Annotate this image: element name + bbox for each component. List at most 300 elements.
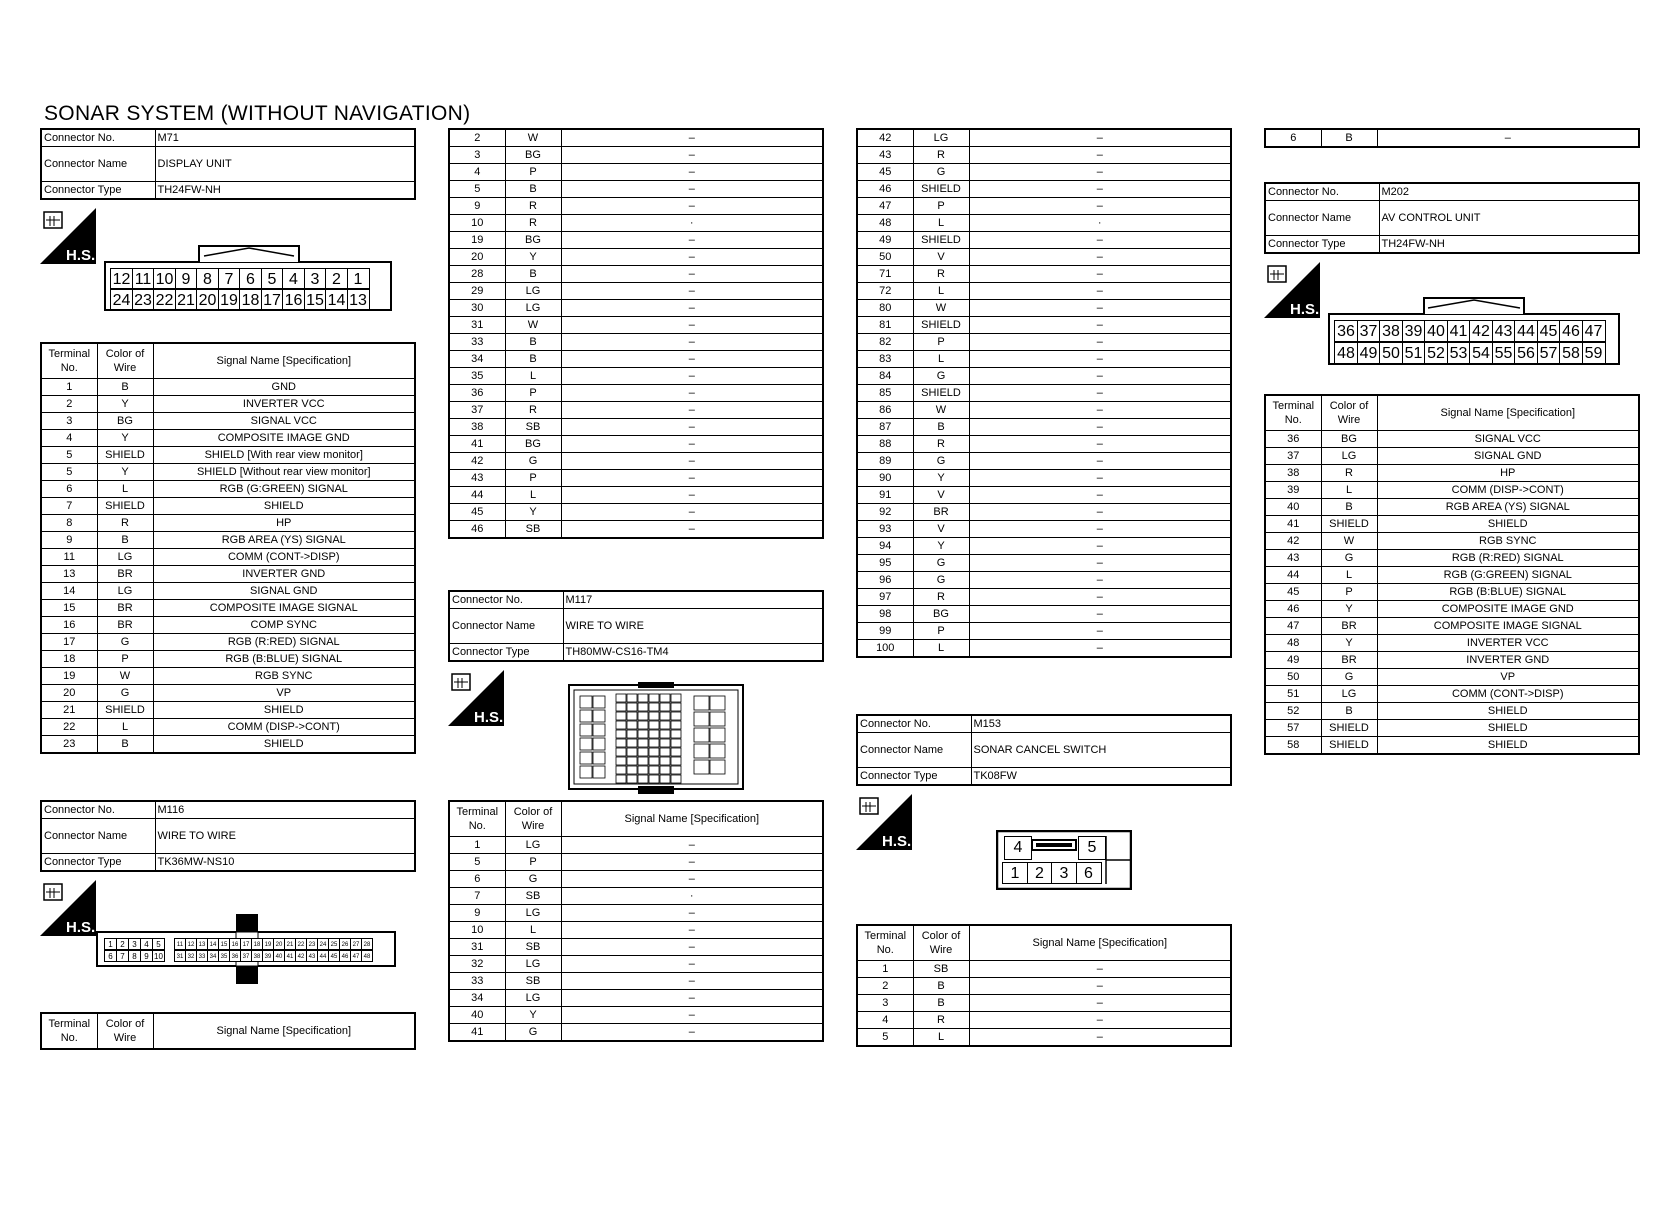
table-row xyxy=(857,572,1231,589)
signal-name-cell: – xyxy=(969,555,1231,572)
signal-name-cell: RGB (B:BLUE) SIGNAL xyxy=(1377,584,1639,601)
table-row xyxy=(449,973,823,990)
terminal-no-cell: 89 xyxy=(857,453,913,470)
wire-color-cell: G xyxy=(97,685,153,702)
connector-pin: 31 xyxy=(174,950,186,962)
connector-cavity xyxy=(616,739,626,747)
m117-section xyxy=(448,590,824,662)
signal-name-cell: COMM (CONT->DISP) xyxy=(1377,686,1639,703)
signal-name-cell: – xyxy=(969,232,1231,249)
connector-cavity xyxy=(580,724,592,736)
table-row xyxy=(41,668,415,685)
connector-cavity xyxy=(616,757,626,765)
signal-name-cell: – xyxy=(561,351,823,368)
signal-name-cell: – xyxy=(561,419,823,436)
connector-pin: 13 xyxy=(196,938,208,950)
signal-name-cell: – xyxy=(561,1024,823,1042)
wire-color-cell: R xyxy=(913,147,969,164)
signal-name-cell: SHIELD xyxy=(1377,703,1639,720)
connector-cavity xyxy=(671,721,681,729)
terminal-no-cell: 47 xyxy=(1265,618,1321,635)
wire-color-cell: B xyxy=(505,351,561,368)
signal-name-cell: – xyxy=(561,129,823,147)
m117-terminal-table-a xyxy=(448,800,824,1042)
signal-name-cell: – xyxy=(561,436,823,453)
wire-color-cell: SB xyxy=(505,888,561,905)
connector-cavity xyxy=(627,757,637,765)
table-row xyxy=(857,453,1231,470)
wire-color-cell: Y xyxy=(505,249,561,266)
color-header: Color of Wire xyxy=(505,801,561,837)
m153-terminal-table-continued xyxy=(1264,128,1640,148)
signal-name-cell: – xyxy=(969,487,1231,504)
signal-name-cell: – xyxy=(969,300,1231,317)
wire-color-cell: W xyxy=(505,317,561,334)
connector-pin: 7 xyxy=(218,268,241,289)
terminal-no-cell: 42 xyxy=(857,129,913,147)
table-row xyxy=(449,521,823,539)
wire-color-cell: SB xyxy=(913,961,969,978)
signal-name-cell: – xyxy=(969,1029,1231,1047)
wire-color-cell: L xyxy=(913,640,969,658)
wire-color-cell: G xyxy=(505,1024,561,1042)
connector-pin: 10 xyxy=(153,268,176,289)
wire-color-cell: L xyxy=(505,487,561,504)
signal-header: Signal Name [Specification] xyxy=(153,1013,415,1049)
wire-color-cell: B xyxy=(1321,499,1377,516)
table-row xyxy=(449,181,823,198)
table-row xyxy=(857,129,1231,147)
wire-color-cell: R xyxy=(913,436,969,453)
wire-color-cell: BR xyxy=(97,600,153,617)
wire-color-cell: BG xyxy=(913,606,969,623)
signal-header: Signal Name [Specification] xyxy=(969,925,1231,961)
wire-color-cell: LG xyxy=(97,583,153,600)
wire-color-cell: LG xyxy=(1321,686,1377,703)
connector-type-value: TH24FW-NH xyxy=(1379,236,1639,254)
connector-cavity xyxy=(660,748,670,756)
wire-color-cell: R xyxy=(913,589,969,606)
wire-color-cell: G xyxy=(97,634,153,651)
connector-cavity xyxy=(671,694,681,702)
connector-pin: 9 xyxy=(175,268,198,289)
connector-cavity xyxy=(616,766,626,774)
table-row xyxy=(1265,652,1639,669)
connector-pin: 20 xyxy=(273,938,285,950)
signal-name-cell: COMM (DISP->CONT) xyxy=(153,719,415,736)
table-row xyxy=(449,888,823,905)
signal-name-cell: SIGNAL VCC xyxy=(1377,431,1639,448)
table-row xyxy=(41,566,415,583)
terminal-no-cell: 20 xyxy=(41,685,97,702)
connector-pin: 4 xyxy=(282,268,305,289)
signal-name-cell: SHIELD xyxy=(1377,516,1639,533)
wire-color-cell: B xyxy=(505,181,561,198)
connector-pin: 23 xyxy=(132,289,155,310)
terminal-no-cell: 49 xyxy=(1265,652,1321,669)
connector-cavity xyxy=(638,748,648,756)
terminal-no-cell: 19 xyxy=(449,232,505,249)
wire-color-cell: SB xyxy=(505,419,561,436)
connector-cavity xyxy=(694,712,709,726)
connector-pin: 5 xyxy=(152,938,165,950)
connector-cavity xyxy=(627,694,637,702)
connector-pin: 3 xyxy=(1051,862,1077,884)
connector-pin: 2 xyxy=(325,268,348,289)
connector-pin: 49 xyxy=(1357,342,1381,364)
table-row xyxy=(1265,669,1639,686)
terminal-no-cell: 39 xyxy=(1265,482,1321,499)
table-row xyxy=(857,436,1231,453)
m116-terminal-header-table xyxy=(40,1012,416,1050)
signal-name-cell: – xyxy=(561,905,823,922)
connector-pin: 48 xyxy=(1334,342,1358,364)
connector-cavity xyxy=(649,766,659,774)
connector-pin: 28 xyxy=(361,938,373,950)
table-row xyxy=(1265,129,1639,147)
wire-color-cell: P xyxy=(505,164,561,181)
connector-pin: 51 xyxy=(1402,342,1426,364)
wire-color-cell: L xyxy=(97,481,153,498)
terminal-no-cell: 5 xyxy=(449,854,505,871)
connector-pin: 2 xyxy=(116,938,129,950)
terminal-no-cell: 9 xyxy=(41,532,97,549)
wire-color-cell: W xyxy=(505,129,561,147)
wire-color-cell: B xyxy=(913,995,969,1012)
terminal-no-cell: 48 xyxy=(1265,635,1321,652)
wire-color-cell: R xyxy=(913,1012,969,1029)
terminal-no-cell: 32 xyxy=(449,956,505,973)
table-row xyxy=(857,1029,1231,1047)
terminal-no-cell: 8 xyxy=(41,515,97,532)
wire-color-cell: SHIELD xyxy=(913,385,969,402)
connector-cavity xyxy=(649,703,659,711)
m202-section xyxy=(1264,182,1640,254)
signal-name-cell: – xyxy=(969,1012,1231,1029)
terminal-no-cell: 5 xyxy=(857,1029,913,1047)
color-header: Color of Wire xyxy=(1321,395,1377,431)
connector-cavity xyxy=(694,744,709,758)
connector-no-label: Connector No. xyxy=(449,591,563,609)
terminal-no-cell: 31 xyxy=(449,939,505,956)
table-row xyxy=(449,871,823,888)
signal-name-cell: SHIELD xyxy=(1377,720,1639,737)
terminal-no-cell: 88 xyxy=(857,436,913,453)
signal-name-cell: – xyxy=(969,198,1231,215)
connector-cavity xyxy=(710,744,725,758)
wire-color-cell: SB xyxy=(505,973,561,990)
harness-side-icon xyxy=(856,794,912,850)
wire-color-cell: G xyxy=(913,555,969,572)
table-row xyxy=(449,317,823,334)
signal-header: Signal Name [Specification] xyxy=(1377,395,1639,431)
wire-color-cell: R xyxy=(97,515,153,532)
harness-side-icon xyxy=(40,208,96,264)
signal-name-cell: VP xyxy=(153,685,415,702)
terminal-no-cell: 86 xyxy=(857,402,913,419)
signal-name-cell: – xyxy=(561,1007,823,1024)
wire-color-cell: SB xyxy=(505,939,561,956)
signal-name-cell: INVERTER GND xyxy=(153,566,415,583)
connector-pin: 10 xyxy=(152,950,165,962)
signal-name-cell: COMPOSITE IMAGE SIGNAL xyxy=(153,600,415,617)
terminal-no-cell: 43 xyxy=(857,147,913,164)
signal-name-cell: COMP SYNC xyxy=(153,617,415,634)
connector-cavity xyxy=(616,721,626,729)
wire-color-cell: LG xyxy=(505,905,561,922)
table-row xyxy=(41,702,415,719)
connector-pin: 4 xyxy=(140,938,153,950)
connector-type-value: TH24FW-NH xyxy=(155,182,415,200)
connector-pin: 46 xyxy=(1559,320,1583,342)
terminal-no-cell: 34 xyxy=(449,990,505,1007)
signal-name-cell: GND xyxy=(153,379,415,396)
table-row xyxy=(1265,448,1639,465)
terminal-no-header: Terminal No. xyxy=(449,801,505,837)
table-row xyxy=(449,453,823,470)
connector-cavity xyxy=(671,775,681,783)
signal-name-cell: – xyxy=(561,837,823,854)
terminal-no-cell: 14 xyxy=(41,583,97,600)
signal-name-cell: RGB SYNC xyxy=(153,668,415,685)
terminal-no-cell: 6 xyxy=(1265,129,1321,147)
table-row xyxy=(857,995,1231,1012)
connector-type-value: TK36MW-NS10 xyxy=(155,854,415,872)
connector-cavity xyxy=(580,766,592,778)
wire-color-cell: P xyxy=(505,470,561,487)
terminal-no-cell: 90 xyxy=(857,470,913,487)
wire-color-cell: BR xyxy=(913,504,969,521)
table-row xyxy=(857,623,1231,640)
signal-name-cell: – xyxy=(969,436,1231,453)
connector-pin: 35 xyxy=(218,950,230,962)
connector-pin: 40 xyxy=(1424,320,1448,342)
table-row xyxy=(1265,431,1639,448)
signal-name-cell: – xyxy=(969,453,1231,470)
terminal-no-cell: 3 xyxy=(857,995,913,1012)
signal-name-cell: – xyxy=(561,232,823,249)
table-row xyxy=(449,1007,823,1024)
connector-cavity xyxy=(660,721,670,729)
table-row xyxy=(1265,618,1639,635)
terminal-no-cell: 84 xyxy=(857,368,913,385)
signal-name-cell: – xyxy=(969,589,1231,606)
connector-no-value: M153 xyxy=(971,715,1231,733)
connector-cavity xyxy=(627,730,637,738)
connector-cavity xyxy=(580,738,592,750)
signal-name-cell: – xyxy=(561,402,823,419)
connector-cavity xyxy=(593,766,605,778)
wire-color-cell: SHIELD xyxy=(913,317,969,334)
table-row xyxy=(857,368,1231,385)
connector-cavity xyxy=(649,775,659,783)
signal-name-cell: HP xyxy=(1377,465,1639,482)
terminal-no-cell: 1 xyxy=(857,961,913,978)
table-row xyxy=(449,470,823,487)
signal-name-cell: – xyxy=(561,249,823,266)
terminal-no-cell: 4 xyxy=(41,430,97,447)
connector-cavity xyxy=(638,694,648,702)
connector-pin: 39 xyxy=(262,950,274,962)
table-row xyxy=(449,939,823,956)
harness-side-icon xyxy=(448,670,504,726)
connector-pin: 7 xyxy=(116,950,129,962)
terminal-no-cell: 9 xyxy=(449,905,505,922)
signal-name-cell: SIGNAL GND xyxy=(1377,448,1639,465)
table-row xyxy=(41,379,415,396)
connector-name-label: Connector Name xyxy=(857,733,971,768)
table-row xyxy=(41,736,415,754)
connector-pin: 1 xyxy=(104,938,117,950)
terminal-no-cell: 43 xyxy=(449,470,505,487)
connector-cavity xyxy=(593,710,605,722)
terminal-no-cell: 98 xyxy=(857,606,913,623)
signal-name-cell: RGB (G:GREEN) SIGNAL xyxy=(153,481,415,498)
terminal-no-cell: 38 xyxy=(1265,465,1321,482)
wire-color-cell: G xyxy=(505,871,561,888)
connector-pin: 20 xyxy=(196,289,219,310)
terminal-no-cell: 37 xyxy=(1265,448,1321,465)
terminal-no-cell: 92 xyxy=(857,504,913,521)
terminal-no-cell: 50 xyxy=(857,249,913,266)
table-row xyxy=(449,990,823,1007)
terminal-no-header: Terminal No. xyxy=(41,343,97,379)
table-row xyxy=(449,266,823,283)
signal-name-cell: – xyxy=(969,640,1231,658)
signal-name-cell: HP xyxy=(153,515,415,532)
hs-label: H.S. xyxy=(474,709,504,726)
signal-name-cell: – xyxy=(561,334,823,351)
table-row xyxy=(857,521,1231,538)
connector-cavity xyxy=(649,721,659,729)
terminal-no-cell: 99 xyxy=(857,623,913,640)
table-row xyxy=(1265,533,1639,550)
connector-cavity xyxy=(638,739,648,747)
table-row xyxy=(449,232,823,249)
wire-color-cell: SHIELD xyxy=(1321,516,1377,533)
connector-pin: 6 xyxy=(239,268,262,289)
table-row xyxy=(41,413,415,430)
connector-cavity xyxy=(694,760,709,774)
connector-pin: 42 xyxy=(295,950,307,962)
table-row xyxy=(857,164,1231,181)
signal-name-cell: COMPOSITE IMAGE GND xyxy=(153,430,415,447)
terminal-no-cell: 36 xyxy=(449,385,505,402)
wire-color-cell: B xyxy=(913,419,969,436)
signal-name-cell: · xyxy=(561,888,823,905)
signal-name-cell: SHIELD [With rear view monitor] xyxy=(153,447,415,464)
signal-name-cell: – xyxy=(561,939,823,956)
wire-color-cell: Y xyxy=(97,430,153,447)
terminal-no-cell: 81 xyxy=(857,317,913,334)
m153-connector-face xyxy=(996,830,1132,890)
terminal-no-cell: 36 xyxy=(1265,431,1321,448)
terminal-no-cell: 28 xyxy=(449,266,505,283)
connector-name-label: Connector Name xyxy=(41,819,155,854)
connector-pin: 8 xyxy=(196,268,219,289)
m202-connector-face xyxy=(1328,284,1620,366)
terminal-no-cell: 97 xyxy=(857,589,913,606)
wire-color-cell: BG xyxy=(505,436,561,453)
table-row xyxy=(857,334,1231,351)
m153-connector-info xyxy=(856,714,1232,786)
connector-name-label: Connector Name xyxy=(41,147,155,182)
connector-pin: 47 xyxy=(350,950,362,962)
terminal-no-cell: 5 xyxy=(449,181,505,198)
connector-type-label: Connector Type xyxy=(1265,236,1379,254)
connector-pin: 26 xyxy=(339,938,351,950)
m153-section xyxy=(856,714,1232,786)
table-row xyxy=(857,147,1231,164)
wire-color-cell: L xyxy=(505,368,561,385)
connector-cavity xyxy=(649,712,659,720)
signal-name-cell: INVERTER GND xyxy=(1377,652,1639,669)
signal-name-cell: SHIELD xyxy=(1377,737,1639,755)
m116-connector-info xyxy=(40,800,416,872)
signal-name-cell: – xyxy=(969,164,1231,181)
table-row xyxy=(857,589,1231,606)
connector-pin: 37 xyxy=(240,950,252,962)
table-row xyxy=(1265,720,1639,737)
signal-name-cell: · xyxy=(561,215,823,232)
color-header: Color of Wire xyxy=(97,343,153,379)
connector-name-value: AV CONTROL UNIT xyxy=(1379,201,1639,236)
table-row xyxy=(857,504,1231,521)
signal-name-cell: – xyxy=(561,956,823,973)
terminal-no-cell: 2 xyxy=(41,396,97,413)
wire-color-cell: SHIELD xyxy=(97,447,153,464)
signal-name-cell: – xyxy=(969,521,1231,538)
connector-cavity xyxy=(580,696,592,708)
terminal-no-cell: 6 xyxy=(41,481,97,498)
connector-pin: 42 xyxy=(1469,320,1493,342)
wire-color-cell: SHIELD xyxy=(1321,737,1377,755)
connector-cavity xyxy=(649,748,659,756)
signal-name-cell: – xyxy=(561,368,823,385)
terminal-no-cell: 49 xyxy=(857,232,913,249)
table-row xyxy=(1265,601,1639,618)
signal-name-cell: – xyxy=(561,181,823,198)
signal-name-cell: RGB SYNC xyxy=(1377,533,1639,550)
m117-connector-info xyxy=(448,590,824,662)
signal-name-cell: – xyxy=(561,453,823,470)
signal-name-cell: COMPOSITE IMAGE SIGNAL xyxy=(1377,618,1639,635)
connector-pin: 41 xyxy=(1447,320,1471,342)
connector-cavity xyxy=(593,752,605,764)
table-row xyxy=(857,198,1231,215)
terminal-no-cell: 85 xyxy=(857,385,913,402)
table-row xyxy=(41,515,415,532)
terminal-no-cell: 41 xyxy=(449,1024,505,1042)
table-row xyxy=(857,215,1231,232)
signal-name-cell: – xyxy=(969,606,1231,623)
terminal-no-cell: 41 xyxy=(1265,516,1321,533)
wire-color-cell: L xyxy=(913,283,969,300)
signal-name-cell: – xyxy=(561,922,823,939)
signal-name-cell: – xyxy=(561,504,823,521)
table-row xyxy=(1265,567,1639,584)
table-row xyxy=(41,719,415,736)
connector-cavity xyxy=(671,757,681,765)
connector-cavity xyxy=(593,696,605,708)
connector-type-label: Connector Type xyxy=(41,854,155,872)
terminal-no-cell: 38 xyxy=(449,419,505,436)
terminal-no-cell: 58 xyxy=(1265,737,1321,755)
connector-cavity xyxy=(616,730,626,738)
connector-pin: 22 xyxy=(153,289,176,310)
signal-name-cell: – xyxy=(561,317,823,334)
table-row xyxy=(449,504,823,521)
